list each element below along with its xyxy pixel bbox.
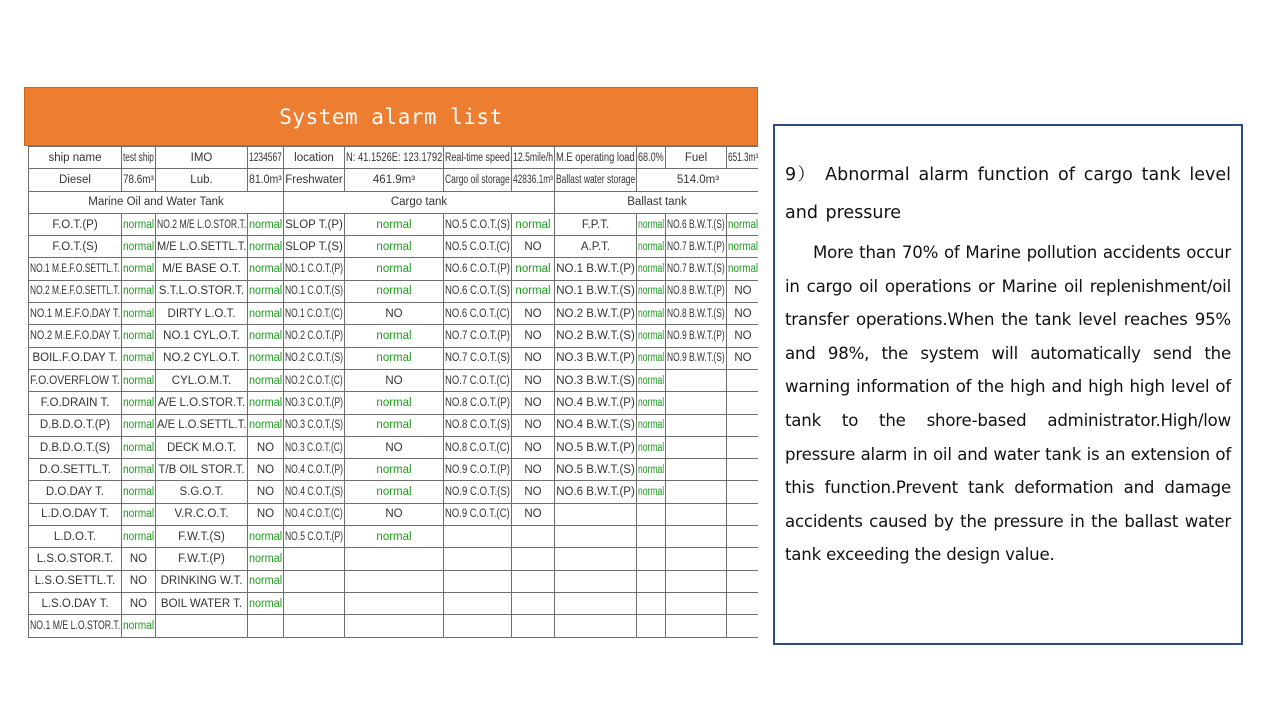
alarm-status: NO (345, 303, 444, 325)
tank-name: SLOP T.(P) (284, 213, 345, 235)
alarm-status: normal (248, 526, 284, 548)
tank-name (666, 436, 727, 458)
tank-name (666, 503, 727, 525)
info-value: 461.9m³ (345, 169, 444, 191)
tank-name: NO.1 B.W.T.(S) (555, 280, 637, 302)
alarm-status (637, 548, 666, 570)
alarm-status: normal (248, 592, 284, 614)
alarm-status (727, 436, 759, 458)
alarm-status: normal (122, 526, 156, 548)
tank-name (666, 592, 727, 614)
alarm-status: normal (122, 459, 156, 481)
tank-name: NO.5 C.O.T.(P) (284, 526, 345, 548)
alarm-status (637, 570, 666, 592)
alarm-status: normal (248, 392, 284, 414)
tank-name: A/E L.O.STOR.T. (156, 392, 248, 414)
info-label: M.E operating load (555, 147, 637, 169)
tank-name: DECK M.O.T. (156, 436, 248, 458)
tank-name (555, 570, 637, 592)
tank-name (284, 570, 345, 592)
info-label: IMO (156, 147, 248, 169)
alarm-status: normal (637, 258, 666, 280)
tank-name: NO.1 M.E.F.O.DAY T. (29, 303, 122, 325)
tank-name (284, 548, 345, 570)
alarm-status: normal (345, 526, 444, 548)
alarm-status: normal (248, 414, 284, 436)
tank-name: NO.1 M.E.F.O.SETTL.T. (29, 258, 122, 280)
info-value: 78.6m³ (122, 169, 156, 191)
alarm-status: NO (345, 369, 444, 391)
tank-name: NO.7 C.O.T.(C) (444, 369, 512, 391)
alarm-status: normal (122, 258, 156, 280)
alarm-status: NO (512, 436, 555, 458)
alarm-status: NO (512, 414, 555, 436)
tank-name: NO.1 CYL.O.T. (156, 325, 248, 347)
section-header: Marine Oil and Water Tank (29, 191, 284, 213)
alarm-status: normal (248, 548, 284, 570)
alarm-status: NO (248, 503, 284, 525)
table-row (29, 213, 759, 235)
tank-name: NO.4 C.O.T.(S) (284, 481, 345, 503)
tank-name: NO.2 C.O.T.(S) (284, 347, 345, 369)
table-row (29, 481, 759, 503)
alarm-status: normal (345, 325, 444, 347)
info-row (29, 169, 759, 191)
info-label: Cargo oil storage (444, 169, 512, 191)
alarm-status: NO (512, 236, 555, 258)
alarm-status (512, 526, 555, 548)
alarm-status (727, 526, 759, 548)
alarm-status: normal (122, 369, 156, 391)
tank-name: NO.5 B.W.T.(P) (555, 436, 637, 458)
alarm-status: normal (345, 481, 444, 503)
table-row (29, 347, 759, 369)
alarm-status: normal (122, 392, 156, 414)
tank-name: NO.2 M.E.F.O.DAY T. (29, 325, 122, 347)
tank-name: NO.3 B.W.T.(P) (555, 347, 637, 369)
alarm-status: normal (345, 280, 444, 302)
table-row (29, 548, 759, 570)
tank-name: NO.8 C.O.T.(P) (444, 392, 512, 414)
tank-name: NO.3 C.O.T.(P) (284, 392, 345, 414)
tank-name: NO.4 C.O.T.(P) (284, 459, 345, 481)
alarm-status: normal (345, 213, 444, 235)
tank-name (666, 526, 727, 548)
tank-name: NO.9 C.O.T.(C) (444, 503, 512, 525)
alarm-status: normal (345, 258, 444, 280)
alarm-status: NO (512, 392, 555, 414)
alarm-status: NO (248, 459, 284, 481)
tank-name (666, 548, 727, 570)
tank-name: NO.5 C.O.T.(S) (444, 213, 512, 235)
tank-name (284, 592, 345, 614)
alarm-status: normal (248, 369, 284, 391)
tank-name (444, 526, 512, 548)
info-value: 42836.1m³ (512, 169, 555, 191)
section-header: Cargo tank (284, 191, 555, 213)
table-row (29, 280, 759, 302)
alarm-status: normal (637, 280, 666, 302)
alarm-status: NO (512, 325, 555, 347)
tank-name: NO.2 CYL.O.T. (156, 347, 248, 369)
alarm-status: normal (248, 325, 284, 347)
alarm-status: normal (122, 481, 156, 503)
alarm-status (727, 570, 759, 592)
table-row (29, 392, 759, 414)
alarm-status: NO (727, 347, 759, 369)
tank-name: L.D.O.DAY T. (29, 503, 122, 525)
alarm-status: normal (122, 213, 156, 235)
tank-name (666, 459, 727, 481)
tank-name (444, 592, 512, 614)
alarm-status: normal (122, 280, 156, 302)
tank-name: NO.2 M.E.F.O.SETTL.T. (29, 280, 122, 302)
info-value: test ship (122, 147, 156, 169)
alarm-status: normal (345, 236, 444, 258)
alarm-status (727, 459, 759, 481)
alarm-status (637, 615, 666, 637)
tank-name: NO.3 C.O.T.(C) (284, 436, 345, 458)
info-label: Diesel (29, 169, 122, 191)
alarm-status: NO (512, 303, 555, 325)
alarm-status: normal (637, 392, 666, 414)
tank-name: NO.3 C.O.T.(S) (284, 414, 345, 436)
panel-heading: 9） Abnormal alarm function of cargo tank level and pressure (785, 165, 1231, 223)
tank-name: SLOP T.(S) (284, 236, 345, 258)
tank-name (284, 615, 345, 637)
info-label: ship name (29, 147, 122, 169)
alarm-status: normal (512, 280, 555, 302)
alarm-status: normal (637, 414, 666, 436)
tank-name: NO.1 M/E L.O.STOR.T. (29, 615, 122, 637)
alarm-status: normal (248, 570, 284, 592)
tank-name (444, 570, 512, 592)
tank-name: NO.7 B.W.T.(S) (666, 258, 727, 280)
info-value: 651.3m³ (727, 147, 759, 169)
table-row (29, 459, 759, 481)
alarm-status: NO (345, 503, 444, 525)
tank-name: D.O.SETTL.T. (29, 459, 122, 481)
alarm-status: normal (248, 236, 284, 258)
alarm-status (637, 503, 666, 525)
tank-name: NO.2 C.O.T.(P) (284, 325, 345, 347)
table-row (29, 570, 759, 592)
table-row (29, 236, 759, 258)
table-row (29, 592, 759, 614)
alarm-status: normal (248, 303, 284, 325)
alarm-status: normal (248, 213, 284, 235)
alarm-status: NO (512, 481, 555, 503)
tank-name: NO.8 C.O.T.(C) (444, 436, 512, 458)
info-value: N: 41.1526E: 123.1792 (345, 147, 444, 169)
alarm-status: normal (248, 347, 284, 369)
table-row (29, 526, 759, 548)
alarm-status: NO (512, 369, 555, 391)
alarm-status: normal (637, 436, 666, 458)
tank-name: L.S.O.SETTL.T. (29, 570, 122, 592)
info-label: Real-time speed (444, 147, 512, 169)
tank-name: NO.5 B.W.T.(S) (555, 459, 637, 481)
alarm-status (727, 615, 759, 637)
alarm-status (248, 615, 284, 637)
tank-name: A.P.T. (555, 236, 637, 258)
tank-name: V.R.C.O.T. (156, 503, 248, 525)
tank-name: DRINKING W.T. (156, 570, 248, 592)
tank-name: F.P.T. (555, 213, 637, 235)
tank-name: M/E L.O.SETTL.T. (156, 236, 248, 258)
description-panel (773, 124, 1243, 645)
alarm-status: NO (727, 325, 759, 347)
alarm-status: NO (248, 481, 284, 503)
tank-name: F.O.OVERFLOW T. (29, 369, 122, 391)
alarm-status (727, 548, 759, 570)
tank-name: NO.2 B.W.T.(S) (555, 325, 637, 347)
alarm-status: normal (122, 503, 156, 525)
tank-name: NO.4 C.O.T.(C) (284, 503, 345, 525)
table-row (29, 414, 759, 436)
alarm-status: normal (122, 436, 156, 458)
tank-name: NO.6 C.O.T.(S) (444, 280, 512, 302)
tank-name: NO.2 M/E L.O.STOR.T. (156, 213, 248, 235)
tank-name: NO.9 C.O.T.(S) (444, 481, 512, 503)
info-value: 514.0m³ (637, 169, 759, 191)
tank-name: NO.1 B.W.T.(P) (555, 258, 637, 280)
tank-name: NO.8 C.O.T.(S) (444, 414, 512, 436)
tank-name: D.O.DAY T. (29, 481, 122, 503)
tank-name: NO.7 C.O.T.(S) (444, 347, 512, 369)
alarm-table-area (24, 146, 758, 638)
table-row (29, 258, 759, 280)
alarm-status: normal (122, 236, 156, 258)
tank-name (555, 548, 637, 570)
tank-name: S.G.O.T. (156, 481, 248, 503)
alarm-table (28, 146, 758, 638)
tank-name: D.B.D.O.T.(P) (29, 414, 122, 436)
alarm-status (637, 526, 666, 548)
alarm-status: NO (727, 303, 759, 325)
alarm-status (512, 592, 555, 614)
info-label: Freshwater (284, 169, 345, 191)
info-row (29, 147, 759, 169)
alarm-status: normal (727, 258, 759, 280)
alarm-status: normal (727, 236, 759, 258)
info-label: Fuel (666, 147, 727, 169)
table-row (29, 369, 759, 391)
tank-name: NO.6 C.O.T.(P) (444, 258, 512, 280)
tank-name: A/E L.O.SETTL.T. (156, 414, 248, 436)
tank-name (666, 570, 727, 592)
banner-title: System alarm list (279, 104, 503, 129)
alarm-status: normal (637, 347, 666, 369)
alarm-status (512, 548, 555, 570)
alarm-status (512, 615, 555, 637)
alarm-status: normal (248, 280, 284, 302)
alarm-status (727, 392, 759, 414)
alarm-status: normal (637, 325, 666, 347)
alarm-status: NO (122, 570, 156, 592)
alarm-status: normal (345, 347, 444, 369)
tank-name: NO.3 B.W.T.(S) (555, 369, 637, 391)
alarm-status: normal (637, 213, 666, 235)
alarm-status: normal (122, 325, 156, 347)
table-row (29, 615, 759, 637)
tank-name: NO.1 C.O.T.(C) (284, 303, 345, 325)
tank-name: F.O.DRAIN T. (29, 392, 122, 414)
alarm-status (345, 615, 444, 637)
info-value: 12.5mile/h (512, 147, 555, 169)
tank-name: DIRTY L.O.T. (156, 303, 248, 325)
section-header: Ballast tank (555, 191, 759, 213)
tank-name: F.W.T.(P) (156, 548, 248, 570)
tank-name: CYL.O.M.T. (156, 369, 248, 391)
tank-name (156, 615, 248, 637)
alarm-status: normal (345, 414, 444, 436)
alarm-status: NO (512, 347, 555, 369)
tank-name (666, 481, 727, 503)
tank-name: NO.4 B.W.T.(P) (555, 392, 637, 414)
tank-name (666, 615, 727, 637)
tank-name: M/E BASE O.T. (156, 258, 248, 280)
tank-name (666, 369, 727, 391)
tank-name: BOIL.F.O.DAY T. (29, 347, 122, 369)
panel-body-text: More than 70% of Marine pollution accidents occur in cargo oil operations or Marine oil replenishment/oil transfer operations.When the tank level reaches 95% and 98%, the system will automatically send the warning information of the high and high high level of tank to the shore-based administrator.High/low pressure alarm in oil and water tank is an extension of this function.Prevent tank deformation and damage accidents caused by the pressure in the ballast water tank exceeding the design value. (785, 243, 1231, 565)
tank-name: F.W.T.(S) (156, 526, 248, 548)
tank-name: F.O.T.(S) (29, 236, 122, 258)
alarm-status: normal (637, 236, 666, 258)
table-row (29, 436, 759, 458)
tank-name: NO.8 B.W.T.(P) (666, 280, 727, 302)
tank-name (666, 392, 727, 414)
tank-name: NO.6 C.O.T.(C) (444, 303, 512, 325)
tank-name (555, 526, 637, 548)
tank-name: NO.4 B.W.T.(S) (555, 414, 637, 436)
tank-name (555, 503, 637, 525)
tank-name: NO.7 C.O.T.(P) (444, 325, 512, 347)
alarm-status (727, 369, 759, 391)
alarm-status: normal (345, 392, 444, 414)
alarm-status (727, 503, 759, 525)
alarm-status: NO (727, 280, 759, 302)
tank-name (555, 592, 637, 614)
alarm-status: NO (122, 592, 156, 614)
info-label: Lub. (156, 169, 248, 191)
alarm-status: NO (248, 436, 284, 458)
alarm-status (727, 592, 759, 614)
alarm-status: normal (637, 303, 666, 325)
alarm-status: normal (122, 303, 156, 325)
alarm-status: NO (122, 548, 156, 570)
tank-name: D.B.D.O.T.(S) (29, 436, 122, 458)
alarm-status: normal (637, 481, 666, 503)
alarm-status (345, 592, 444, 614)
alarm-status: NO (512, 459, 555, 481)
info-value: 68.0% (637, 147, 666, 169)
tank-name: NO.7 B.W.T.(P) (666, 236, 727, 258)
tank-name (666, 414, 727, 436)
tank-name: NO.9 B.W.T.(S) (666, 347, 727, 369)
tank-name: L.S.O.DAY T. (29, 592, 122, 614)
alarm-status: NO (512, 503, 555, 525)
tank-name: NO.1 C.O.T.(P) (284, 258, 345, 280)
tank-name: NO.6 B.W.T.(S) (666, 213, 727, 235)
alarm-status: normal (637, 369, 666, 391)
alarm-status: normal (512, 258, 555, 280)
section-header-row (29, 191, 759, 213)
alarm-status: normal (512, 213, 555, 235)
info-label: location (284, 147, 345, 169)
alarm-status (727, 481, 759, 503)
info-value: 81.0m³ (248, 169, 284, 191)
tank-name: L.S.O.STOR.T. (29, 548, 122, 570)
alarm-status: normal (122, 347, 156, 369)
table-row (29, 503, 759, 525)
alarm-status: normal (122, 414, 156, 436)
alarm-status (727, 414, 759, 436)
tank-name: NO.9 C.O.T.(P) (444, 459, 512, 481)
tank-name: NO.2 C.O.T.(C) (284, 369, 345, 391)
alarm-status: normal (637, 459, 666, 481)
table-row (29, 303, 759, 325)
tank-name: BOIL WATER T. (156, 592, 248, 614)
tank-name (444, 615, 512, 637)
tank-name: NO.6 B.W.T.(P) (555, 481, 637, 503)
alarm-status: normal (248, 258, 284, 280)
alarm-status (345, 570, 444, 592)
tank-name: NO.2 B.W.T.(P) (555, 303, 637, 325)
alarm-status: normal (727, 213, 759, 235)
info-label: Ballast water storage (555, 169, 637, 191)
tank-name: S.T.L.O.STOR.T. (156, 280, 248, 302)
tank-name (444, 548, 512, 570)
alarm-status: normal (122, 615, 156, 637)
tank-name: T/B OIL STOR.T. (156, 459, 248, 481)
tank-name (555, 615, 637, 637)
alarm-status (512, 570, 555, 592)
alarm-list-banner (24, 87, 758, 146)
alarm-status: normal (345, 459, 444, 481)
tank-name: NO.1 C.O.T.(S) (284, 280, 345, 302)
info-value: 1234567 (248, 147, 284, 169)
alarm-status (345, 548, 444, 570)
tank-name: F.O.T.(P) (29, 213, 122, 235)
tank-name: L.D.O.T. (29, 526, 122, 548)
alarm-status: NO (345, 436, 444, 458)
table-row (29, 325, 759, 347)
tank-name: NO.9 B.W.T.(P) (666, 325, 727, 347)
alarm-status (637, 592, 666, 614)
tank-name: NO.5 C.O.T.(C) (444, 236, 512, 258)
tank-name: NO.8 B.W.T.(S) (666, 303, 727, 325)
